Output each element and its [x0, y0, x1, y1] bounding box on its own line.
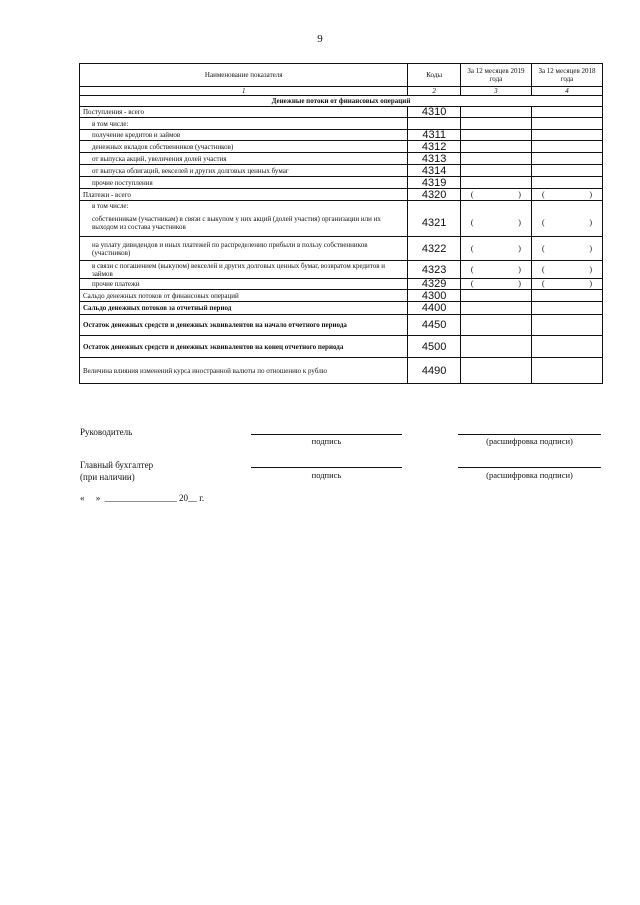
table-row [80, 315, 603, 336]
value-cell-2018 [531, 153, 602, 165]
row-label: прочие платежи [80, 279, 408, 290]
row-code: 4500 [408, 336, 461, 358]
value-cell-2018 [531, 177, 602, 189]
row-label: собственникам (участникам) в связи с выкупом у них акций (долей участия) организации или их выходом из состава участников [80, 211, 408, 237]
head-signature-line [251, 434, 402, 435]
row-code: 4450 [408, 315, 461, 336]
head-decoding-line [458, 434, 601, 435]
header-row [80, 64, 603, 87]
paren-close: ) [518, 218, 521, 228]
paren-close: ) [589, 189, 592, 199]
table-row [80, 237, 603, 261]
row-code: 4300 [408, 290, 461, 302]
value-cell-2018 [531, 261, 602, 279]
table-row [80, 261, 603, 279]
accountant-signature-caption: подпись [311, 470, 342, 480]
table-row [80, 153, 603, 165]
value-cell-2018 [531, 315, 602, 336]
table-row [80, 211, 603, 237]
date-line: « » ________________ 20__ г. [80, 493, 205, 503]
accountant-decoding-caption: (расшифровка подписи) [486, 470, 573, 480]
paren-close: ) [589, 279, 592, 288]
row-label: прочие поступления [80, 177, 408, 189]
row-code: 4312 [408, 141, 461, 153]
value-cell-2019 [460, 261, 531, 279]
value-cell-2018 [531, 290, 602, 302]
page-number: 9 [317, 33, 323, 45]
row-label: Платежи - всего [80, 189, 408, 201]
value-cell-2019 [460, 107, 531, 118]
paren-open: ( [541, 264, 545, 274]
row-code: 4321 [408, 211, 461, 237]
paren-open: ( [541, 243, 545, 253]
table-row [80, 290, 603, 302]
row-label: денежных вкладов собственников (участников) [80, 141, 408, 153]
head-signature-caption: подпись [311, 436, 342, 446]
value-cell-2019 [460, 279, 531, 290]
paren-open: ( [541, 189, 545, 199]
value-cell-2019 [460, 201, 531, 211]
value-cell-2019 [460, 153, 531, 165]
value-cell-2018 [531, 107, 602, 118]
col-index: 4 [531, 87, 602, 96]
accountant-signature-line [251, 467, 402, 468]
row-label: от выпуска акций, увеличения долей участия [80, 153, 408, 165]
value-cell-2019 [460, 358, 531, 384]
table-row [80, 165, 603, 177]
row-label: в том числе: [80, 118, 408, 130]
value-cell-2018 [531, 237, 602, 261]
table-row [80, 141, 603, 153]
paren-open: ( [541, 218, 545, 228]
paren-close: ) [518, 279, 521, 288]
paren-close: ) [518, 189, 521, 199]
value-cell-2019 [460, 237, 531, 261]
table-row [80, 177, 603, 189]
value-cell-2018 [531, 302, 602, 315]
row-label: Сальдо денежных потоков от финансовых операций [80, 290, 408, 302]
header-code: Коды [408, 64, 461, 87]
cash-flow-table [79, 63, 603, 384]
row-code: 4314 [408, 165, 461, 177]
row-code [408, 118, 461, 130]
row-code: 4400 [408, 302, 461, 315]
row-label: Поступления - всего [80, 107, 408, 118]
value-cell-2018 [531, 130, 602, 141]
value-cell-2019 [460, 211, 531, 237]
row-label: в том числе: [80, 201, 408, 211]
row-label: Сальдо денежных потоков за отчетный период [80, 302, 408, 315]
paren-open: ( [541, 279, 545, 288]
row-code: 4490 [408, 358, 461, 384]
row-label: Остаток денежных средств и денежных эквивалентов на конец отчетного периода [80, 336, 408, 358]
paren-open: ( [470, 264, 474, 274]
row-label: от выпуска облигаций, векселей и других долговых ценных бумаг [80, 165, 408, 177]
table-row [80, 118, 603, 130]
value-cell-2018 [531, 189, 602, 201]
value-cell-2019 [460, 315, 531, 336]
row-label: Остаток денежных средств и денежных эквивалентов на начало отчетного периода [80, 315, 408, 336]
table-row [80, 201, 603, 211]
value-cell-2019 [460, 336, 531, 358]
head-label: Руководитель [80, 427, 133, 437]
row-code: 4323 [408, 261, 461, 279]
accountant-sublabel: (при наличии) [80, 472, 135, 482]
row-code: 4311 [408, 130, 461, 141]
section-row [80, 96, 603, 107]
paren-close: ) [518, 243, 521, 253]
table-row [80, 279, 603, 290]
value-cell-2019 [460, 177, 531, 189]
value-cell-2018 [531, 165, 602, 177]
col-index: 2 [408, 87, 461, 96]
row-label: в связи с погашением (выкупом) векселей и других долговых ценных бумаг, возвратом кредитов и займов [80, 261, 408, 279]
row-label: Величина влияния изменений курса иностранной валюты по отношению к рублю [80, 358, 408, 384]
row-code: 4319 [408, 177, 461, 189]
paren-open: ( [470, 189, 474, 199]
value-cell-2018 [531, 279, 602, 290]
table-row [80, 107, 603, 118]
row-code: 4329 [408, 279, 461, 290]
table-row [80, 130, 603, 141]
paren-close: ) [518, 264, 521, 274]
table-row [80, 189, 603, 201]
value-cell-2019 [460, 189, 531, 201]
paren-close: ) [589, 264, 592, 274]
row-code: 4320 [408, 189, 461, 201]
paren-open: ( [470, 279, 474, 288]
value-cell-2018 [531, 211, 602, 237]
head-decoding-caption: (расшифровка подписи) [486, 436, 573, 446]
row-label: на уплату дивидендов и иных платежей по распределению прибыли в пользу собственников (участников) [80, 237, 408, 261]
col-index: 3 [460, 87, 531, 96]
value-cell-2018 [531, 118, 602, 130]
row-label: получение кредитов и займов [80, 130, 408, 141]
value-cell-2018 [531, 336, 602, 358]
value-cell-2018 [531, 358, 602, 384]
section-title: Денежные потоки от финансовых операций [80, 96, 603, 107]
value-cell-2019 [460, 165, 531, 177]
header-2018: За 12 месяцев 2018 года [531, 64, 602, 87]
value-cell-2018 [531, 201, 602, 211]
table-row [80, 358, 603, 384]
value-cell-2019 [460, 118, 531, 130]
paren-open: ( [470, 218, 474, 228]
column-index-row [80, 87, 603, 96]
table-row [80, 302, 603, 315]
value-cell-2019 [460, 302, 531, 315]
table-row [80, 336, 603, 358]
paren-close: ) [589, 218, 592, 228]
col-index: 1 [80, 87, 408, 96]
accountant-decoding-line [458, 467, 601, 468]
value-cell-2018 [531, 141, 602, 153]
value-cell-2019 [460, 290, 531, 302]
row-code [408, 201, 461, 211]
row-code: 4310 [408, 107, 461, 118]
row-code: 4322 [408, 237, 461, 261]
header-2019: За 12 месяцев 2019 года [460, 64, 531, 87]
header-name: Наименование показателя [80, 64, 408, 87]
value-cell-2019 [460, 130, 531, 141]
row-code: 4313 [408, 153, 461, 165]
paren-open: ( [470, 243, 474, 253]
value-cell-2019 [460, 141, 531, 153]
accountant-label: Главный бухгалтер [80, 460, 154, 470]
paren-close: ) [589, 243, 592, 253]
